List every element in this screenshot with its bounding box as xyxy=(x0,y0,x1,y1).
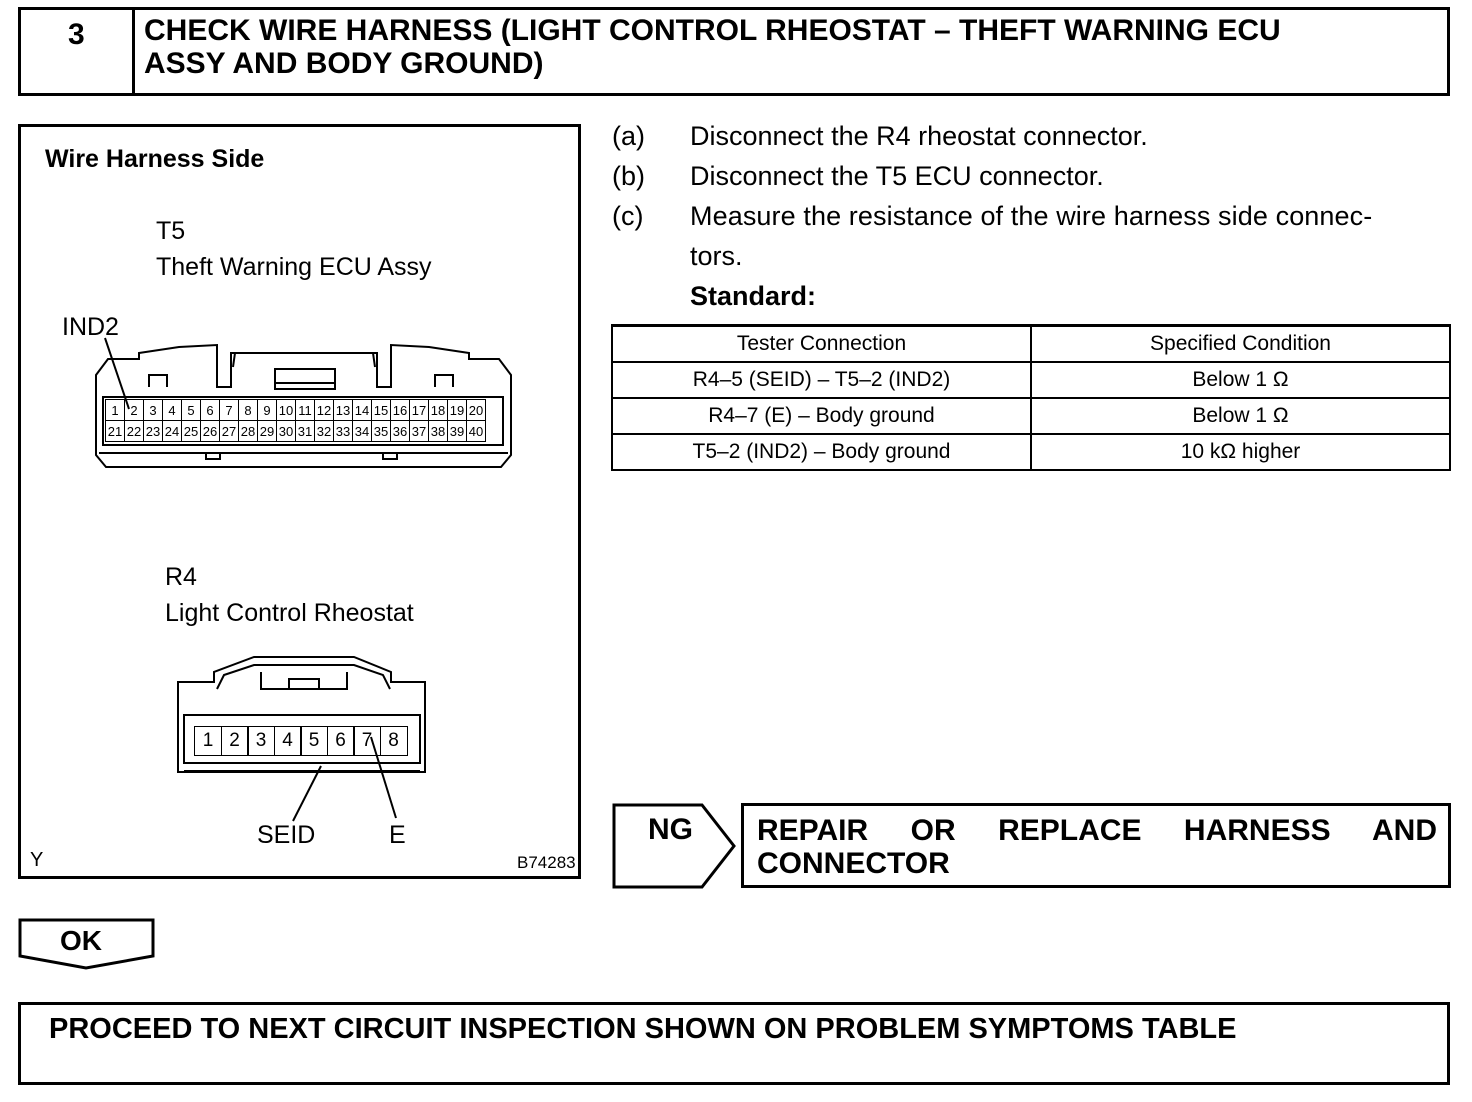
r4-pin: 6 xyxy=(327,726,355,756)
ng-result-line1: REPAIR OR REPLACE HARNESS AND xyxy=(757,814,1437,847)
t5-pin: 21 xyxy=(105,420,125,442)
cell-condition: 10 kΩ higher xyxy=(1031,434,1450,470)
t5-pin: 37 xyxy=(409,420,429,442)
cell-condition: Below 1 Ω xyxy=(1031,362,1450,398)
cell-connection: R4–5 (SEID) – T5–2 (IND2) xyxy=(612,362,1031,398)
t5-pin: 11 xyxy=(295,399,315,421)
t5-pin: 8 xyxy=(238,399,258,421)
t5-pin: 7 xyxy=(219,399,239,421)
t5-pin: 29 xyxy=(257,420,277,442)
t5-pin: 34 xyxy=(352,420,372,442)
e-callout: E xyxy=(389,821,406,849)
t5-pin: 12 xyxy=(314,399,334,421)
diagram-heading: Wire Harness Side xyxy=(45,145,265,173)
cell-connection: R4–7 (E) – Body ground xyxy=(612,398,1031,434)
t5-pin: 24 xyxy=(162,420,182,442)
t5-pin: 28 xyxy=(238,420,258,442)
step-divider xyxy=(132,10,135,93)
t5-pin: 16 xyxy=(390,399,410,421)
t5-pin: 18 xyxy=(428,399,448,421)
table-row xyxy=(612,362,1450,398)
step-b-text: Disconnect the T5 ECU connector. xyxy=(690,161,1104,191)
figure-id: B74283 xyxy=(517,853,576,872)
t5-pin: 26 xyxy=(200,420,220,442)
r4-pin: 7 xyxy=(353,726,381,756)
table-header-row xyxy=(612,326,1450,363)
t5-pin: 2 xyxy=(124,399,144,421)
ok-label: OK xyxy=(60,925,102,956)
corner-mark: Y xyxy=(30,849,44,871)
t5-pin: 22 xyxy=(124,420,144,442)
r4-pin: 4 xyxy=(274,726,302,756)
t5-pin: 6 xyxy=(200,399,220,421)
connector-diagram xyxy=(18,124,581,879)
r4-pin: 3 xyxy=(247,726,275,756)
t5-pin: 32 xyxy=(314,420,334,442)
seid-callout: SEID xyxy=(257,821,316,849)
t5-pin: 33 xyxy=(333,420,353,442)
t5-pin: 35 xyxy=(371,420,391,442)
t5-pin: 19 xyxy=(447,399,467,421)
r4-name: Light Control Rheostat xyxy=(165,599,414,627)
t5-pin: 17 xyxy=(409,399,429,421)
r4-pin: 5 xyxy=(300,726,328,756)
header-tester-connection: Tester Connection xyxy=(612,326,1031,363)
ng-result-box xyxy=(741,803,1451,888)
t5-pin: 10 xyxy=(276,399,296,421)
step-number: 3 xyxy=(68,18,85,51)
r4-connector xyxy=(21,127,578,876)
t5-pin: 20 xyxy=(466,399,486,421)
spec-table xyxy=(611,324,1451,471)
step-title-line1: CHECK WIRE HARNESS (LIGHT CONTROL RHEOSTAT – THEFT WARNING ECU xyxy=(144,14,1281,47)
t5-pin: 3 xyxy=(143,399,163,421)
ng-result-text xyxy=(757,814,1437,880)
standard-label: Standard: xyxy=(690,281,817,311)
t5-pin: 13 xyxy=(333,399,353,421)
header-specified-condition: Specified Condition xyxy=(1031,326,1450,363)
proceed-text: PROCEED TO NEXT CIRCUIT INSPECTION SHOWN ON PROBLEM SYMPTOMS TABLE xyxy=(49,1013,1237,1045)
step-b-label: (b) xyxy=(612,161,645,191)
t5-pin: 5 xyxy=(181,399,201,421)
t5-code: T5 xyxy=(156,217,186,245)
step-c-text-line2: tors. xyxy=(690,241,743,271)
t5-pin: 39 xyxy=(447,420,467,442)
t5-pin: 27 xyxy=(219,420,239,442)
t5-pin: 31 xyxy=(295,420,315,442)
t5-pin: 30 xyxy=(276,420,296,442)
t5-pin: 36 xyxy=(390,420,410,442)
r4-pin: 2 xyxy=(221,726,249,756)
t5-name: Theft Warning ECU Assy xyxy=(156,253,432,281)
table-row xyxy=(612,434,1450,470)
t5-pin: 4 xyxy=(162,399,182,421)
t5-pin: 23 xyxy=(143,420,163,442)
table-row xyxy=(612,398,1450,434)
ng-result-line2: CONNECTOR xyxy=(757,847,950,880)
t5-pin: 14 xyxy=(352,399,372,421)
step-c-text-line1: Measure the resistance of the wire harness side connec- xyxy=(690,201,1373,231)
proceed-box xyxy=(18,1002,1450,1085)
t5-pin: 1 xyxy=(105,399,125,421)
r4-pin: 8 xyxy=(380,726,408,756)
r4-code: R4 xyxy=(165,563,197,591)
ind2-callout: IND2 xyxy=(62,313,119,341)
t5-pin: 9 xyxy=(257,399,277,421)
r4-pin: 1 xyxy=(194,726,222,756)
t5-pin: 25 xyxy=(181,420,201,442)
cell-condition: Below 1 Ω xyxy=(1031,398,1450,434)
t5-pin: 40 xyxy=(466,420,486,442)
step-title xyxy=(144,14,1434,80)
step-a-label: (a) xyxy=(612,121,645,151)
step-a-text: Disconnect the R4 rheostat connector. xyxy=(690,121,1148,151)
t5-pin: 38 xyxy=(428,420,448,442)
step-title-line2: ASSY AND BODY GROUND) xyxy=(144,47,544,80)
ng-label: NG xyxy=(648,813,693,846)
step-c-label: (c) xyxy=(612,201,644,231)
cell-connection: T5–2 (IND2) – Body ground xyxy=(612,434,1031,470)
r4-pin-row xyxy=(194,726,406,755)
t5-pin: 15 xyxy=(371,399,391,421)
